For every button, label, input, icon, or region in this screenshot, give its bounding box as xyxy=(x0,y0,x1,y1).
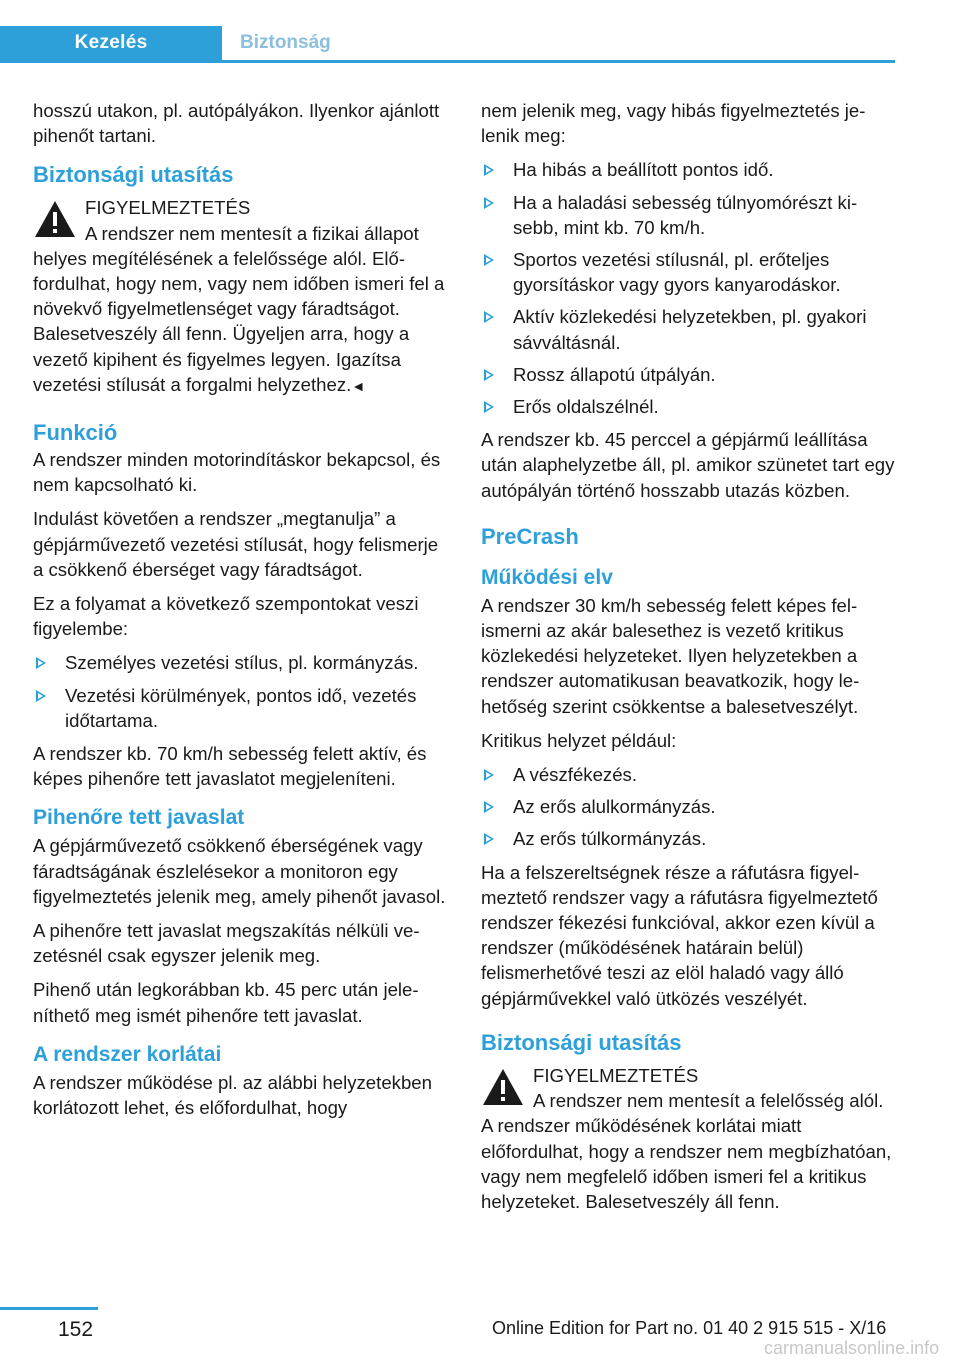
list-item xyxy=(481,190,896,240)
end-mark: ◄ xyxy=(351,377,366,394)
header-rule xyxy=(0,60,895,63)
list-item xyxy=(481,762,896,787)
warning-triangle-icon xyxy=(481,1067,525,1107)
triangle-bullet-icon xyxy=(36,657,46,669)
triangle-bullet-icon xyxy=(484,254,494,266)
tab-kezeles[interactable]: Kezelés xyxy=(0,26,222,60)
triangle-bullet-icon xyxy=(484,197,494,209)
paragraph: A rendszer kb. 45 perccel a gépjármű leállítása után alaphelyzetbe áll, pl. amikor szünetet tart egy autópályán történő hosszabb utazás közben. xyxy=(481,429,895,501)
watermark: carmanualsonline.info xyxy=(764,1338,940,1358)
heading-limits: A rendszer korlátai xyxy=(33,1042,222,1066)
paragraph: Indulást követően a rendszer „megtanulja” a gépjárművezető vezetési stílusát, hogy felismerje a csökkenő éberséget vagy fáradtságot. xyxy=(33,508,439,580)
paragraph: A rendszer 30 km/h sebesség felett képes felismerni az akár balesethez is vezető kritikus közlekedési helyzeteket. Ilyen helyzetekben a rendszer automatikusan beavatkozik, hogy lehetőség szerint csökkentse a balesetveszélyt. xyxy=(481,594,860,717)
triangle-bullet-icon xyxy=(484,801,494,813)
list-item xyxy=(481,826,896,851)
right-column xyxy=(481,98,896,1222)
list-item xyxy=(481,362,896,387)
heading-rest-suggestion: Pihenőre tett javaslat xyxy=(33,806,245,830)
triangle-bullet-icon xyxy=(484,369,494,381)
list-item xyxy=(481,157,896,182)
heading-precrash: PreCrash xyxy=(481,523,579,549)
list-item xyxy=(481,247,896,297)
warning-box xyxy=(33,195,448,399)
heading-principle: Működési elv xyxy=(481,565,613,589)
list-item xyxy=(481,794,896,819)
paragraph: Ha a felszereltségnek része a ráfutásra figyelmeztető rendszer vagy a ráfutásra figyelmeztető rendszer fékezési funkcióval, akkor ezen kívül a rendszer (működésének határain belül) felismerhetővé teszi az elöl haladó vagy álló gépjárművekkel való ütközés veszélyét. xyxy=(481,861,878,1009)
page-number: 152 xyxy=(58,1318,94,1341)
header-tabs xyxy=(0,0,895,64)
paragraph: A rendszer működése pl. az alábbi helyzetekben korlátozott lehet, és előfordulhat, hogy xyxy=(33,1071,432,1119)
triangle-bullet-icon xyxy=(36,690,46,702)
triangle-bullet-icon xyxy=(484,833,494,845)
list-item-text: Az erős alulkormányzás. xyxy=(513,796,716,818)
paragraph: Pihenő után legkorábban kb. 45 perc után jeleníthető meg ismét pihenőre tett javaslat. xyxy=(33,979,419,1026)
heading-safety: Biztonsági utasítás xyxy=(481,1029,682,1055)
tab-biztonsag[interactable]: Biztonság xyxy=(240,32,331,53)
warning-title: FIGYELMEZTETÉS xyxy=(533,1064,699,1086)
paragraph: Ez a folyamat a következő szempontokat veszi figyelembe: xyxy=(33,593,419,640)
left-column xyxy=(33,98,448,1129)
paragraph: A rendszer minden motorindításkor bekapcsol, és nem kapcsolható ki. xyxy=(33,449,441,496)
list-item-text: Ha hibás a beállított pontos idő. xyxy=(513,159,774,181)
list-item xyxy=(33,683,448,733)
footer-rule xyxy=(0,1307,98,1310)
list-item-text: Vezetési körülmények, pontos idő, vezetés időtartama. xyxy=(65,684,417,731)
warning-box xyxy=(481,1063,896,1214)
paragraph: A gépjárművezető csökkenő éberségének vagy fáradtságának észlelésekor a monitoron egy figyelmeztetés jelenik meg, amely pihenőt javasol. xyxy=(33,835,446,907)
warning-title: FIGYELMEZTETÉS xyxy=(85,197,251,219)
bullet-list xyxy=(481,762,896,852)
list-item-text: Rossz állapotú útpályán. xyxy=(513,363,716,385)
warning-triangle-icon xyxy=(33,199,77,239)
list-item-text: Aktív közlekedési helyzetekben, pl. gyakori sávváltásnál. xyxy=(513,306,867,353)
list-item-text: Személyes vezetési stílus, pl. kormányzás. xyxy=(65,652,419,674)
paragraph: A pihenőre tett javaslat megszakítás nélküli vezetésnél csak egyszer jelenik meg. xyxy=(33,920,420,967)
bullet-list xyxy=(33,650,448,733)
triangle-bullet-icon xyxy=(484,311,494,323)
heading-safety: Biztonsági utasítás xyxy=(33,162,234,188)
list-item-text: A vészfékezés. xyxy=(513,764,638,786)
triangle-bullet-icon xyxy=(484,164,494,176)
paragraph: A rendszer kb. 70 km/h sebesség felett aktív, és képes pihenőre tett javaslatot megjeleníteni. xyxy=(33,743,427,790)
list-item xyxy=(481,304,896,354)
list-item xyxy=(481,394,896,419)
list-item-text: Ha a haladási sebesség túlnyomórészt kisebb, mint kb. 70 km/h. xyxy=(513,191,858,238)
heading-function: Funkció xyxy=(33,420,118,446)
paragraph: nem jelenik meg, vagy hibás figyelmeztetés jelenik meg: xyxy=(481,100,866,147)
warning-text: A rendszer nem mentesít a fizikai állapot helyes megítélésének a felelőssége alól. Előfordulhat, hogy nem, vagy nem időben ismeri fel a növekvő figyelmetlenséget vagy fáradtságot. Balesetveszély áll fenn. Ügyeljen arra, hogy a vezető kipihent és figyelmes legyen. Igazítsa vezetési stílusát a forgalmi helyzethez. xyxy=(33,222,445,395)
list-item xyxy=(33,650,448,675)
triangle-bullet-icon xyxy=(484,769,494,781)
triangle-bullet-icon xyxy=(484,401,494,413)
list-item-text: Az erős túlkormányzás. xyxy=(513,828,707,850)
list-item-text: Sportos vezetési stílusnál, pl. erőteljes gyorsításkor vagy gyors kanyarodáskor. xyxy=(513,249,841,296)
edition-text: Online Edition for Part no. 01 40 2 915 515 - X/16 xyxy=(492,1318,887,1338)
paragraph: Kritikus helyzet például: xyxy=(481,729,677,751)
list-item-text: Erős oldalszélnél. xyxy=(513,396,659,418)
paragraph: hosszú utakon, pl. autópályákon. Ilyenkor ajánlott pihenőt tartani. xyxy=(33,100,440,147)
bullet-list xyxy=(481,157,896,419)
warning-text: A rendszer nem mentesít a felelősség alól. A rendszer működésének korlátai miatt előfordulhat, hogy a rendszer nem megbízhatóan, vagy nem megfelelő időben ismeri fel a kritikus helyzeteket. Balesetveszély áll fenn. xyxy=(481,1090,892,1212)
